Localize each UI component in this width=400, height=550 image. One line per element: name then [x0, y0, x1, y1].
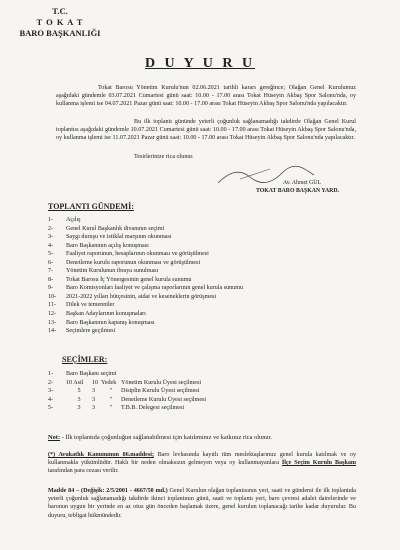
law-84-text: Genel Kurulun olağan toplantısının yeri, saati ve gündemi ile ilk toplantıda yeterli çoğunluk sağlanamadığı takdirde ikinci toplantının günü, saati ve toplantı yeri, baro çevresi adalet dairelerinde ve baronun uygun bir yerinde en az otuz gün önceden başlamak üzere, genel kurulun toplanacağı tarihe kadar duyurulur. Bu duyuru, tebligat hükmündedir. [48, 488, 356, 519]
agenda-item: 8- Tokat Barosu İç Yönergesinin genel kurula sunumu [48, 276, 192, 283]
agenda-item: 6- Denetleme kurulu raporunun okunması ve görüşülmesi [48, 259, 201, 266]
agenda-item: 4- Baro Başkanının açılış konuşması [48, 242, 149, 249]
agenda-item: 2- Genel Kurul Başkanlık divanının seçimi [48, 225, 165, 232]
agenda-item: 13- Baro Başkanının kapanış konuşması [48, 319, 155, 326]
election-item: 3- 5 3 " Disiplin Kurulu Üyesi seçilmesi [48, 388, 200, 395]
agenda-item: 10- 2021-2022 yılları bütçesinin, aidat ve keseneklerin görüşmesi [48, 293, 217, 300]
election-item: 2- 10 Asil 10 Yedek Yönetim Kurulu Üyesi seçilmesi [48, 379, 202, 386]
note-text: - İlk toplantıda çoğunluğun sağlanabilmesi için katılımınız ve katkınız rica olunur. [61, 434, 272, 441]
law-86-highlight: İlçe Seçim Kurulu Başkanı [281, 460, 356, 467]
agenda-item: 5- Faaliyet raporunun, hesaplarının okunması ve görüşülmesi [48, 251, 209, 258]
elections-list [48, 370, 206, 413]
law-86-tail: tarafından para cezası verilir. [48, 468, 119, 475]
law-84-paragraph [48, 487, 356, 520]
election-item: 5- 3 3 " T.B.B. Delegesi seçilmesi [48, 405, 185, 412]
note-label: Not: [48, 434, 61, 441]
agenda-item: 14- Seçimlere geçilmesi [48, 328, 116, 335]
elections-heading: SEÇİMLER: [62, 355, 108, 364]
law-86-text: Baro levhasında kayıtlı tüm meslektaşlarımız genel kurula katılmak ve oy kullanmakla yükümlüdür. Haklı bir neden olmaksızın gelmeyen veya oy kullanmayanlara [48, 452, 357, 467]
header-line-baro: BARO BAŞKANLIĞI [19, 28, 101, 38]
signature-name: Av. Ahmet GÜL [283, 180, 321, 186]
agenda-item: 11- Dilek ve temenniler [48, 302, 115, 309]
note [48, 434, 272, 441]
law-86-paragraph [48, 451, 356, 476]
announcement-paragraph-2: Bu ilk toplantı gününde yeterli çoğunluk sağlanamadığı takdirde Olağan Genel Kurul toplantısı aşağıdaki gündemle 10.07.2021 Cumartesi günü saat: 10.00 - 17.00 arası Tokat Hüseyin Akbaş Spor Salonu'nda, oy kullanma işlemi ise 11.07.2021 Pazar günü saat: 10.00 - 17.00 arası Tokat Hüseyin Akbaş Spor Salonu'nda yapılacaktır. [56, 119, 356, 142]
signature-title: TOKAT BARO BAŞKAN YARD. [256, 188, 339, 194]
header-line-tokat: T O K A T [36, 17, 84, 27]
agenda-item: 12- Başkan Adaylarının konuşmaları [48, 311, 146, 318]
agenda-list [48, 216, 243, 336]
header-line-tc: T.C. [52, 6, 68, 16]
law-84-label: Madde 84 – (Değişik: 2/5/2001 - 4667/50 md.) [48, 488, 168, 494]
election-item: 4- 3 3 " Denetleme Kurulu Üyesi seçilmesi [48, 396, 207, 403]
header [0, 6, 120, 39]
agenda-item: 3- Saygı duruşu ve istiklal marşının okunması [48, 234, 172, 241]
agenda-heading: TOPLANTI GÜNDEMİ: [48, 202, 134, 211]
page-title: D U Y U R U [144, 56, 256, 71]
agenda-item: 7- Yönetim Kurulunun ibrayа sunulması [48, 268, 159, 275]
law-86-label: (*) Avukatlık Kanununun 86.maddesi; [48, 452, 154, 458]
agenda-item: 1- Açılış [48, 217, 81, 223]
announcement-paragraph-1: Tokat Barosu Yönetim Kurulu'nun 02.06.2021 tarihli kararı gereğince; Olağan Genel Kurulumuz aşağıdaki gündemle 03.07.2021 Cumartesi günü saat: 10.00 - 17.00 arası Tokat Hüseyin Akbaş Spor Salonu'nda, oy kullanma işlemi ise 04.07.2021 Pazar günü saat: 10.00 - 17.00 arası Tokat Hüseyin Akbaş Spor Salonu'nda yapılacaktır. [56, 85, 356, 108]
election-item: 1- Baro Başkanı seçimi [48, 371, 117, 377]
agenda-item: 9- Baro Komisyonları faaliyet ve çalışma raporlarının genel kurula sunumu [48, 285, 244, 292]
regards-text: Tesirlerinize rica olunur. [134, 154, 194, 160]
